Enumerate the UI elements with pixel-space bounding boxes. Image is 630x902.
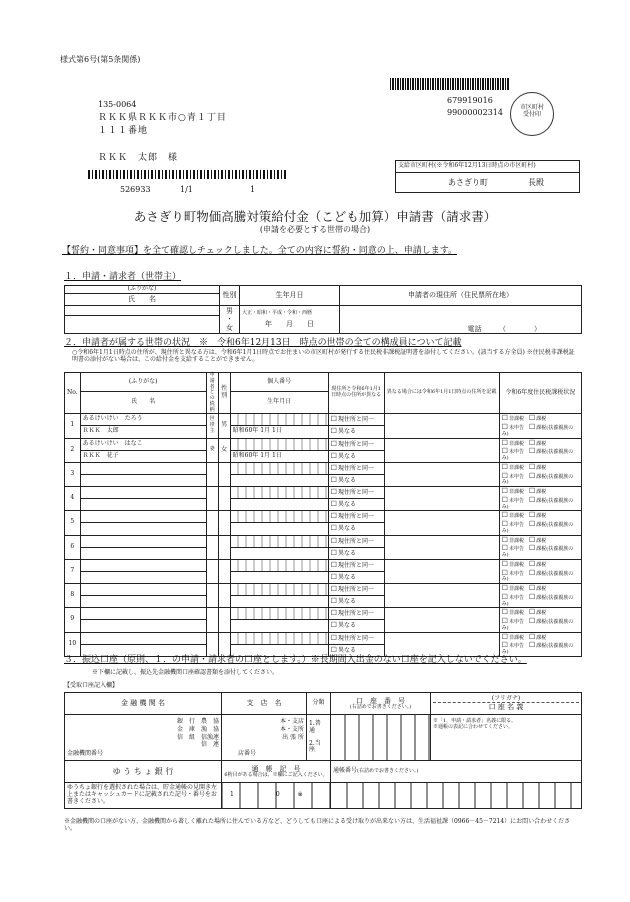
form-title: あさぎり町物価高騰対策給付金（こども加算）申請書（請求書） <box>133 209 497 224</box>
barcode <box>390 78 510 90</box>
member-kana-input[interactable] <box>80 632 206 644</box>
section2-title <box>64 338 461 348</box>
member-name-input[interactable] <box>80 571 206 583</box>
unfiled-checkbox[interactable]: ☐ 未申告 <box>502 522 524 528</box>
h-address-diff: 現住所と令和6年1月1日時点の住所が異なる <box>328 373 384 414</box>
form-number: 様式第6号(第5条関係) <box>60 55 141 64</box>
applicant-furigana-input[interactable] <box>65 306 220 316</box>
member-personal-number-input[interactable] <box>230 535 328 547</box>
passno-input[interactable] <box>331 783 582 809</box>
member-no: 9 <box>65 608 81 632</box>
addr-same-checkbox[interactable]: ☐ 現住所と同一 <box>328 511 384 523</box>
bank-type: 信 連 <box>200 741 219 749</box>
member-birth-input[interactable] <box>230 620 328 632</box>
section3-title <box>64 655 527 665</box>
tax-status-input[interactable] <box>499 608 581 632</box>
addr-diff-checkbox[interactable]: ☐ 異なる <box>328 596 384 608</box>
tax-status-input[interactable] <box>499 632 581 656</box>
member-row <box>65 414 582 426</box>
branch-label: 支 店 名 <box>222 693 307 715</box>
member-no: 7 <box>65 559 81 583</box>
member-row <box>65 438 582 450</box>
tax-checkbox[interactable]: ☐ 課税 <box>529 489 546 495</box>
member-name-input[interactable] <box>80 547 206 559</box>
holder-note: ※「1．申請・請求者」名義に限る。 <box>433 718 517 724</box>
member-no: 2 <box>65 438 81 462</box>
h-address-old: 異なる場合には令和6年1月1日時点の住所を記載 <box>384 373 499 414</box>
section3-note: ※下欄に記載し、振込先金融機関口座確認書類を添付してください。 <box>92 669 279 676</box>
branch-name-input[interactable] <box>222 715 307 761</box>
section2-note: ○令和6年1月1日時点の住所が、現住所と異なる方は、令和6年1月1日時点でお住まいの市区町村が発行する住民税非課税証明書を添付してください。(該当する方全員) ※住民税非課税証明書の添付がない場合は、この給付金を支給することができません。 <box>72 349 575 363</box>
type-normal[interactable]: 1.普 通 <box>309 719 321 734</box>
household-table <box>64 372 582 657</box>
addr-diff-checkbox[interactable]: ☐ 異なる <box>328 547 384 559</box>
nontax-checkbox[interactable]: ☐ 非課税 <box>502 538 524 544</box>
passbook-note: 6桁目がある場合は、※欄にご記入ください。 <box>224 771 328 778</box>
applicant-gender-input[interactable]: 男 ・ 女 <box>220 306 240 334</box>
tax-status-input[interactable] <box>499 438 581 462</box>
addr-diff-checkbox[interactable]: ☐ 異なる <box>328 644 384 656</box>
male-option[interactable]: 男 <box>226 307 233 316</box>
bank-type: 信 組 信漁連 <box>176 733 219 741</box>
unfiled-checkbox[interactable]: ☐ 未申告 <box>502 449 524 455</box>
member-kana-input[interactable] <box>80 608 206 620</box>
member-name-input[interactable] <box>80 474 206 486</box>
member-no: 5 <box>65 511 81 535</box>
yucho-note: ゆうちょ銀行を選択された場合は、貯金通帳の見開き左上またはキャッシュカードに記載された記号・番号をお書きください。 <box>65 783 222 809</box>
old-address-input[interactable] <box>384 584 499 608</box>
account-type-input[interactable] <box>307 715 331 761</box>
unfiled-checkbox[interactable]: ☐ 未申告 <box>502 425 524 431</box>
member-name-input[interactable] <box>80 499 206 511</box>
member-no: 10 <box>65 632 81 656</box>
bank-label: 金 融 機 関 名 <box>65 693 222 715</box>
taxdep-checkbox[interactable]: ☐ 課税(扶養親族のみ) <box>502 619 574 631</box>
section2-title-text: ２．申請者が属する世帯の状況 ※ 令和6年12月13日 時点の世帯の全ての構成員について記載 <box>64 338 462 348</box>
nontax-checkbox[interactable]: ☐ 非課税 <box>502 610 524 616</box>
old-address-input[interactable] <box>384 511 499 535</box>
account-box-label: 【受取口座記入欄】 <box>64 682 119 689</box>
h-no: No. <box>65 373 81 414</box>
female-option[interactable]: 女 <box>226 323 233 332</box>
unfiled-checkbox[interactable]: ☐ 未申告 <box>502 546 524 552</box>
member-row <box>65 559 582 571</box>
addr-same-checkbox[interactable]: ☐ 現住所と同一 <box>328 535 384 547</box>
nontax-checkbox[interactable]: ☐ 非課税 <box>502 562 524 568</box>
old-address-input[interactable] <box>384 462 499 486</box>
member-no: 8 <box>65 584 81 608</box>
address-line2: １１１番地 <box>98 126 149 136</box>
old-address-input[interactable] <box>384 535 499 559</box>
name-label: 氏 名 <box>65 294 220 306</box>
passno-label: 通帳番号 <box>333 767 358 775</box>
member-row <box>65 632 582 644</box>
member-personal-number-input[interactable] <box>230 487 328 499</box>
member-birth-input[interactable]: 昭和60年 1月 1日 <box>230 426 328 438</box>
tax-status-input[interactable] <box>499 584 581 608</box>
member-gender-input[interactable] <box>218 632 230 656</box>
postal-code: 135-0064 <box>98 100 137 109</box>
addr-diff-checkbox[interactable]: ☐ 異なる <box>328 523 384 535</box>
addr-same-checkbox[interactable]: ☐ 現住所と同一 <box>328 632 384 644</box>
member-gender-input[interactable]: 女 <box>218 438 230 462</box>
passbook-kome: ※ <box>297 791 303 799</box>
member-relation-input[interactable] <box>206 584 218 608</box>
id-1: 679919016 <box>447 96 493 105</box>
tax-status-input[interactable] <box>499 487 581 511</box>
member-relation-input[interactable] <box>206 487 218 511</box>
old-address-input[interactable] <box>384 632 499 656</box>
recipient-name: ＲＫＫ 太郎 様 <box>98 153 179 163</box>
member-no: 3 <box>65 462 81 486</box>
member-birth-input[interactable] <box>230 499 328 511</box>
member-kana-input[interactable] <box>80 511 206 523</box>
yucho-label: ゆ う ち ょ 銀 行 <box>65 761 222 783</box>
passbook-input[interactable] <box>222 783 331 809</box>
addr-diff-checkbox[interactable]: ☐ 異なる <box>328 450 384 462</box>
passbook-0: 0 <box>275 791 280 799</box>
member-name-input[interactable] <box>80 523 206 535</box>
passbook-1: 1 <box>230 791 234 799</box>
payer-header: 支給市区町村(※令和6年12月13日時点の市区町村) <box>396 161 580 173</box>
member-relation-input[interactable] <box>206 608 218 632</box>
h-birth: 生年月日 <box>230 392 328 414</box>
member-personal-number-input[interactable] <box>230 559 328 571</box>
addr-diff-checkbox[interactable]: ☐ 異なる <box>328 499 384 511</box>
member-name-input[interactable] <box>80 620 206 632</box>
member-row <box>65 535 582 547</box>
tax-checkbox[interactable]: ☐ 課税 <box>529 416 546 422</box>
member-relation-input[interactable] <box>206 535 218 559</box>
old-address-input[interactable] <box>384 608 499 632</box>
type-label: 分類 <box>307 693 331 715</box>
furigana-label: (ふりがな) <box>65 286 220 294</box>
taxdep-checkbox[interactable]: ☐ 課税(扶養親族のみ) <box>502 571 574 583</box>
tax-checkbox[interactable]: ☐ 課税 <box>529 635 546 641</box>
h-tax-status: 令和6年度住民税課税状況 <box>499 373 581 414</box>
tax-checkbox[interactable]: ☐ 課税 <box>529 513 546 519</box>
address-line1: ＲＫＫ県ＲＫＫ市○青１丁目 <box>98 113 227 123</box>
member-personal-number-input[interactable] <box>230 608 328 620</box>
account-number-input[interactable] <box>331 715 431 761</box>
tax-status-input[interactable] <box>499 559 581 583</box>
tax-checkbox[interactable]: ☐ 課税 <box>529 610 546 616</box>
id-2: 99000002314 <box>447 108 503 117</box>
member-no: 6 <box>65 535 81 559</box>
member-relation-input[interactable] <box>206 511 218 535</box>
member-kana-input[interactable] <box>80 535 206 547</box>
member-relation-input[interactable]: 世帯主 <box>206 414 218 438</box>
addr-same-checkbox[interactable]: ☐ 現住所と同一 <box>328 559 384 571</box>
member-kana-input[interactable]: あるけいけい はなこ <box>80 438 206 450</box>
holder-note2: ※通帳の表記に合わせてください。 <box>433 723 514 730</box>
tax-checkbox[interactable]: ☐ 課税 <box>529 441 546 447</box>
addr-diff-checkbox[interactable]: ☐ 異なる <box>328 620 384 632</box>
old-address-input[interactable] <box>384 559 499 583</box>
h-furigana: (ふりがな) <box>80 373 206 392</box>
member-gender-input[interactable] <box>218 487 230 511</box>
member-relation-input[interactable]: 妻 <box>206 438 218 462</box>
old-address-input[interactable] <box>384 487 499 511</box>
code: 526933 <box>120 185 151 194</box>
bank-code-label: 金融機関番号 <box>67 750 104 758</box>
member-personal-number-input[interactable] <box>230 511 328 523</box>
tax-checkbox[interactable]: ☐ 課税 <box>529 586 546 592</box>
member-name-input[interactable]: ＲＫＫ 太郎 <box>80 426 206 438</box>
nontax-checkbox[interactable]: ☐ 非課税 <box>502 586 524 592</box>
ymd-label: 年 月 日 <box>265 320 314 329</box>
member-kana-input[interactable]: あるけいけい たろう <box>80 414 206 426</box>
member-birth-input[interactable] <box>230 523 328 535</box>
branch-code-label: 店番号 <box>238 750 257 758</box>
section1-title: １．申請・請求者（世帯主） <box>64 272 182 282</box>
era-options: 大正・昭和・平成・令和・西暦 <box>242 309 313 316</box>
phone-label: 電話 （ ） <box>467 324 541 333</box>
member-kana-input[interactable] <box>80 462 206 474</box>
member-birth-input[interactable]: 昭和60年 1月 1日 <box>230 450 328 462</box>
member-name-input[interactable]: ＲＫＫ 花子 <box>80 450 206 462</box>
member-personal-number-input[interactable] <box>230 632 328 644</box>
tax-checkbox[interactable]: ☐ 課税 <box>529 465 546 471</box>
postal-barcode <box>88 170 288 179</box>
taxdep-checkbox[interactable]: ☐ 課税(扶養親族のみ) <box>502 449 574 461</box>
member-gender-input[interactable] <box>218 559 230 583</box>
member-row <box>65 487 582 499</box>
addr-same-checkbox[interactable]: ☐ 現住所と同一 <box>328 438 384 450</box>
tax-checkbox[interactable]: ☐ 課税 <box>529 538 546 544</box>
footer-note: ※金融機関の口座がない方、金融機関から著しく離れた場所に住んでいる方など、どうしても口座による受け取りが出来ない方は、生活福祉課（0966－45－7214）にお問い合わせください。 <box>64 818 571 832</box>
nontax-checkbox[interactable]: ☐ 非課税 <box>502 489 524 495</box>
old-address-input[interactable] <box>384 438 499 462</box>
branch-type: 出 張 所 <box>282 733 304 741</box>
tax-status-input[interactable] <box>499 511 581 535</box>
passno-note: (右詰めでお書きください。) <box>357 768 419 775</box>
bank-table <box>64 692 582 809</box>
branch-type: 本・支店 <box>279 718 304 725</box>
page: 1/1 <box>180 185 193 194</box>
addr-same-checkbox[interactable]: ☐ 現住所と同一 <box>328 414 384 426</box>
passno-header <box>331 761 582 783</box>
taxdep-checkbox[interactable]: ☐ 課税(扶養親族のみ) <box>502 425 574 437</box>
member-gender-input[interactable]: 男 <box>218 414 230 438</box>
birth-label: 生年月日 <box>240 286 340 306</box>
nontax-checkbox[interactable]: ☐ 非課税 <box>502 513 524 519</box>
addr-same-checkbox[interactable]: ☐ 現住所と同一 <box>328 584 384 596</box>
member-no: 1 <box>65 414 81 438</box>
unfiled-checkbox[interactable]: ☐ 未申告 <box>502 474 524 480</box>
holder-label: 口 座 名 義 <box>488 703 524 712</box>
holder-kana-label: (フリガナ) <box>433 696 579 704</box>
form-subtitle: (申請を必要とする世帯の場合) <box>259 225 371 234</box>
member-personal-number-input[interactable] <box>230 438 328 450</box>
member-kana-input[interactable] <box>80 584 206 596</box>
unfiled-checkbox[interactable]: ☐ 未申告 <box>502 619 524 625</box>
unfiled-checkbox[interactable]: ☐ 未申告 <box>502 498 524 504</box>
h-relation: 申請者との続柄 <box>206 373 218 414</box>
section3-title-text: ３．振込口座（原則、１．の申請・請求者の口座とします。）※長期間入出金のない口座を記入しないでください。 <box>64 655 527 665</box>
member-birth-input[interactable] <box>230 571 328 583</box>
tax-status-input[interactable] <box>499 414 581 438</box>
count: 1 <box>250 185 256 194</box>
h-personal-number: 個人番号 <box>230 373 328 392</box>
holder-input[interactable] <box>431 715 582 761</box>
tax-checkbox[interactable]: ☐ 課税 <box>529 562 546 568</box>
applicant-table <box>64 285 582 334</box>
addr-diff-checkbox[interactable]: ☐ 異なる <box>328 571 384 583</box>
old-address-input[interactable] <box>384 414 499 438</box>
member-gender-input[interactable] <box>218 462 230 486</box>
tax-status-input[interactable] <box>499 462 581 486</box>
h-name: 氏 名 <box>80 392 206 414</box>
unfiled-checkbox[interactable]: ☐ 未申告 <box>502 571 524 577</box>
taxdep-checkbox[interactable]: ☐ 課税(扶養親族のみ) <box>502 522 574 534</box>
member-row <box>65 462 582 474</box>
member-personal-number-input[interactable] <box>230 584 328 596</box>
taxdep-checkbox[interactable]: ☐ 課税(扶養親族のみ) <box>502 643 574 655</box>
taxdep-checkbox[interactable]: ☐ 課税(扶養親族のみ) <box>502 498 574 510</box>
addr-same-checkbox[interactable]: ☐ 現住所と同一 <box>328 487 384 499</box>
agreement: 【誓約・同意事項】を全て確認しチェックしました。全ての内容に誓約・同意の上、申請します。 <box>62 246 458 256</box>
nontax-checkbox[interactable]: ☐ 非課税 <box>502 441 524 447</box>
unfiled-checkbox[interactable]: ☐ 未申告 <box>502 643 524 649</box>
member-birth-input[interactable] <box>230 596 328 608</box>
tax-status-input[interactable] <box>499 535 581 559</box>
member-relation-input[interactable] <box>206 559 218 583</box>
member-kana-input[interactable] <box>80 487 206 499</box>
type-current[interactable]: 2.当 座 <box>309 739 321 754</box>
account-note: (右詰めでお書きください。) <box>349 703 412 710</box>
bank-type: 金 庫 漁 協 <box>176 725 219 733</box>
member-row <box>65 584 582 596</box>
member-kana-input[interactable] <box>80 559 206 571</box>
member-row <box>65 511 582 523</box>
taxdep-checkbox[interactable]: ☐ 課税(扶養親族のみ) <box>502 546 574 558</box>
applicant-birth-input[interactable] <box>240 306 340 334</box>
addr-same-checkbox[interactable]: ☐ 現住所と同一 <box>328 462 384 474</box>
unfiled-checkbox[interactable]: ☐ 未申告 <box>502 595 524 601</box>
member-no: 4 <box>65 487 81 511</box>
payer-suffix: 長殿 <box>528 177 544 187</box>
bank-name-input[interactable] <box>65 715 222 761</box>
applicant-name-input[interactable] <box>65 316 220 334</box>
member-gender-input[interactable] <box>218 511 230 535</box>
h-gender: 性別 <box>218 373 230 414</box>
member-relation-input[interactable] <box>206 462 218 486</box>
taxdep-checkbox[interactable]: ☐ 課税(扶養親族のみ) <box>502 595 574 607</box>
bank-type: 銀 行 農 協 <box>176 718 219 725</box>
member-gender-input[interactable] <box>218 584 230 608</box>
addr-diff-checkbox[interactable]: ☐ 異なる <box>328 426 384 438</box>
address-label: 申請者の現住所（住民票所在地） <box>340 286 582 306</box>
taxdep-checkbox[interactable]: ☐ 課税(扶養親族のみ) <box>502 474 574 486</box>
member-relation-input[interactable] <box>206 632 218 656</box>
account-label: 口 座 番 号 <box>356 696 405 705</box>
member-birth-input[interactable] <box>230 474 328 486</box>
addr-diff-checkbox[interactable]: ☐ 異なる <box>328 474 384 486</box>
member-personal-number-input[interactable] <box>230 414 328 426</box>
member-gender-input[interactable] <box>218 608 230 632</box>
member-name-input[interactable] <box>80 596 206 608</box>
payer-box <box>395 160 580 193</box>
nontax-checkbox[interactable]: ☐ 非課税 <box>502 635 524 641</box>
passbook-label: 通 帳 記 号 <box>251 764 301 773</box>
reception-stamp: 市区町村受付印 <box>510 92 554 136</box>
applicant-address-input[interactable] <box>340 306 582 334</box>
addr-same-checkbox[interactable]: ☐ 現住所と同一 <box>328 608 384 620</box>
member-gender-input[interactable] <box>218 535 230 559</box>
gender-label: 性別 <box>220 286 240 306</box>
member-birth-input[interactable] <box>230 547 328 559</box>
branch-type: 本・支所 <box>279 725 304 733</box>
nontax-checkbox[interactable]: ☐ 非課税 <box>502 416 524 422</box>
member-row <box>65 608 582 620</box>
nontax-checkbox[interactable]: ☐ 非課税 <box>502 465 524 471</box>
payer-name: あさぎり町 <box>448 177 488 187</box>
member-personal-number-input[interactable] <box>230 462 328 474</box>
